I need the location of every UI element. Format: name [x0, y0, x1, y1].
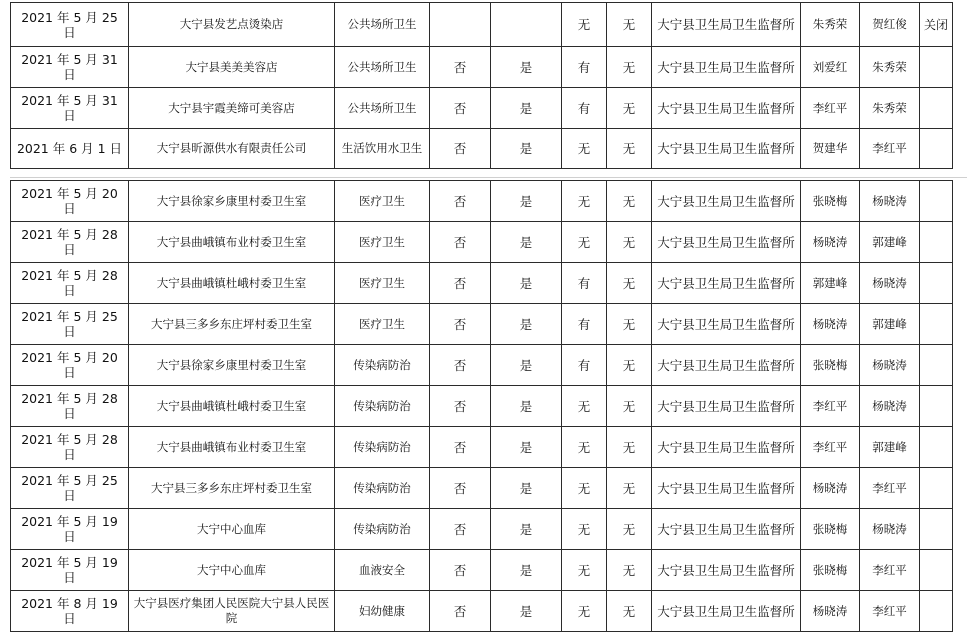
cell-category: 传染病防治 — [335, 345, 430, 386]
cell-authority: 大宁县卫生局卫生监督所 — [652, 3, 801, 47]
cell-authority: 大宁县卫生局卫生监督所 — [652, 345, 801, 386]
cell-category: 医疗卫生 — [335, 304, 430, 345]
cell-date: 2021 年 5 月 28 日 — [11, 263, 129, 304]
cell-inspector-2: 李红平 — [860, 468, 920, 509]
cell-category: 血液安全 — [335, 550, 430, 591]
cell-inspector-2: 李红平 — [860, 591, 920, 632]
cell-inspector-2: 杨晓涛 — [860, 345, 920, 386]
table-row — [11, 427, 953, 468]
cell-col4: 否 — [430, 129, 491, 169]
cell-col4: 否 — [430, 345, 491, 386]
cell-authority: 大宁县卫生局卫生监督所 — [652, 129, 801, 169]
cell-col6: 无 — [562, 509, 607, 550]
cell-authority: 大宁县卫生局卫生监督所 — [652, 88, 801, 129]
cell-col4: 否 — [430, 468, 491, 509]
cell-col7: 无 — [607, 88, 652, 129]
cell-col5: 是 — [491, 509, 562, 550]
table-row — [11, 181, 953, 222]
cell-col5: 是 — [491, 181, 562, 222]
table-row — [11, 304, 953, 345]
cell-unit-name: 大宁县曲峨镇布业村委卫生室 — [129, 427, 335, 468]
cell-inspector-2: 李红平 — [860, 550, 920, 591]
table-row — [11, 222, 953, 263]
table-row — [11, 263, 953, 304]
cell-authority: 大宁县卫生局卫生监督所 — [652, 386, 801, 427]
cell-note — [920, 222, 953, 263]
cell-authority: 大宁县卫生局卫生监督所 — [652, 47, 801, 88]
cell-inspector-2: 郭建峰 — [860, 427, 920, 468]
table-row — [11, 47, 953, 88]
cell-category: 医疗卫生 — [335, 263, 430, 304]
cell-col6: 无 — [562, 3, 607, 47]
cell-col4: 否 — [430, 509, 491, 550]
cell-col5: 是 — [491, 468, 562, 509]
cell-inspector-1: 张晓梅 — [801, 345, 860, 386]
cell-col4: 否 — [430, 88, 491, 129]
cell-category: 医疗卫生 — [335, 222, 430, 263]
cell-inspector-1: 朱秀荣 — [801, 3, 860, 47]
cell-category: 妇幼健康 — [335, 591, 430, 632]
cell-col5 — [491, 3, 562, 47]
cell-inspector-1: 李红平 — [801, 88, 860, 129]
cell-col6: 无 — [562, 129, 607, 169]
cell-authority: 大宁县卫生局卫生监督所 — [652, 263, 801, 304]
cell-col6: 有 — [562, 345, 607, 386]
table-row — [11, 591, 953, 632]
cell-inspector-1: 李红平 — [801, 427, 860, 468]
cell-authority: 大宁县卫生局卫生监督所 — [652, 181, 801, 222]
cell-col4: 否 — [430, 386, 491, 427]
cell-category: 传染病防治 — [335, 509, 430, 550]
cell-col5: 是 — [491, 427, 562, 468]
cell-inspector-2: 朱秀荣 — [860, 88, 920, 129]
cell-col5: 是 — [491, 129, 562, 169]
cell-inspector-1: 杨晓涛 — [801, 591, 860, 632]
cell-col6: 有 — [562, 47, 607, 88]
cell-col4: 否 — [430, 591, 491, 632]
cell-col4: 否 — [430, 427, 491, 468]
cell-inspector-2: 杨晓涛 — [860, 263, 920, 304]
cell-category: 公共场所卫生 — [335, 47, 430, 88]
cell-unit-name: 大宁县徐家乡康里村委卫生室 — [129, 345, 335, 386]
table-separator — [10, 177, 967, 178]
cell-date: 2021 年 5 月 31 日 — [11, 47, 129, 88]
cell-category: 公共场所卫生 — [335, 88, 430, 129]
cell-inspector-1: 杨晓涛 — [801, 222, 860, 263]
cell-note: 关闭 — [920, 3, 953, 47]
cell-col6: 有 — [562, 304, 607, 345]
cell-col7: 无 — [607, 304, 652, 345]
cell-col5: 是 — [491, 263, 562, 304]
cell-unit-name: 大宁县曲峨镇布业村委卫生室 — [129, 222, 335, 263]
cell-unit-name: 大宁县宇霞美缔可美容店 — [129, 88, 335, 129]
cell-inspector-1: 张晓梅 — [801, 550, 860, 591]
cell-date: 2021 年 5 月 25 日 — [11, 304, 129, 345]
cell-col7: 无 — [607, 129, 652, 169]
cell-unit-name: 大宁县三多乡东庄坪村委卫生室 — [129, 304, 335, 345]
cell-col7: 无 — [607, 386, 652, 427]
table-row — [11, 3, 953, 47]
cell-inspector-2: 贺红俊 — [860, 3, 920, 47]
cell-col5: 是 — [491, 222, 562, 263]
cell-col6: 无 — [562, 468, 607, 509]
inspection-table-bottom — [10, 180, 953, 632]
cell-inspector-2: 杨晓涛 — [860, 509, 920, 550]
cell-inspector-2: 杨晓涛 — [860, 181, 920, 222]
cell-date: 2021 年 5 月 28 日 — [11, 427, 129, 468]
cell-date: 2021 年 5 月 28 日 — [11, 222, 129, 263]
cell-col7: 无 — [607, 427, 652, 468]
cell-unit-name: 大宁县发艺点烫染店 — [129, 3, 335, 47]
cell-note — [920, 386, 953, 427]
cell-inspector-1: 张晓梅 — [801, 181, 860, 222]
table-row — [11, 386, 953, 427]
cell-inspector-1: 郭建峰 — [801, 263, 860, 304]
cell-inspector-2: 郭建峰 — [860, 222, 920, 263]
cell-col7: 无 — [607, 263, 652, 304]
cell-inspector-2: 郭建峰 — [860, 304, 920, 345]
cell-authority: 大宁县卫生局卫生监督所 — [652, 509, 801, 550]
inspection-table-top — [10, 2, 953, 169]
cell-unit-name: 大宁中心血库 — [129, 509, 335, 550]
cell-col6: 无 — [562, 550, 607, 591]
cell-note — [920, 427, 953, 468]
cell-note — [920, 509, 953, 550]
cell-note — [920, 591, 953, 632]
cell-col4: 否 — [430, 222, 491, 263]
cell-col5: 是 — [491, 591, 562, 632]
cell-unit-name: 大宁县三多乡东庄坪村委卫生室 — [129, 468, 335, 509]
cell-note — [920, 88, 953, 129]
cell-inspector-2: 杨晓涛 — [860, 386, 920, 427]
cell-note — [920, 47, 953, 88]
cell-col6: 有 — [562, 263, 607, 304]
cell-inspector-1: 李红平 — [801, 386, 860, 427]
cell-inspector-1: 贺建华 — [801, 129, 860, 169]
cell-date: 2021 年 5 月 25 日 — [11, 468, 129, 509]
cell-col7: 无 — [607, 468, 652, 509]
cell-inspector-1: 刘爱红 — [801, 47, 860, 88]
cell-col7: 无 — [607, 3, 652, 47]
table-row — [11, 468, 953, 509]
cell-note — [920, 129, 953, 169]
table-row — [11, 129, 953, 169]
cell-authority: 大宁县卫生局卫生监督所 — [652, 222, 801, 263]
cell-date: 2021 年 5 月 19 日 — [11, 509, 129, 550]
cell-col5: 是 — [491, 304, 562, 345]
cell-col5: 是 — [491, 345, 562, 386]
cell-inspector-1: 张晓梅 — [801, 509, 860, 550]
cell-col7: 无 — [607, 345, 652, 386]
cell-col4: 否 — [430, 550, 491, 591]
cell-col4: 否 — [430, 263, 491, 304]
cell-note — [920, 181, 953, 222]
cell-authority: 大宁县卫生局卫生监督所 — [652, 304, 801, 345]
cell-col6: 无 — [562, 181, 607, 222]
cell-authority: 大宁县卫生局卫生监督所 — [652, 550, 801, 591]
cell-category: 传染病防治 — [335, 468, 430, 509]
cell-category: 传染病防治 — [335, 386, 430, 427]
cell-col4: 否 — [430, 181, 491, 222]
cell-category: 传染病防治 — [335, 427, 430, 468]
cell-col6: 无 — [562, 591, 607, 632]
cell-col5: 是 — [491, 550, 562, 591]
cell-unit-name: 大宁县曲峨镇杜峨村委卫生室 — [129, 386, 335, 427]
cell-unit-name: 大宁县徐家乡康里村委卫生室 — [129, 181, 335, 222]
cell-authority: 大宁县卫生局卫生监督所 — [652, 468, 801, 509]
cell-inspector-1: 杨晓涛 — [801, 468, 860, 509]
cell-inspector-2: 李红平 — [860, 129, 920, 169]
cell-col4 — [430, 3, 491, 47]
cell-note — [920, 345, 953, 386]
cell-unit-name: 大宁县美美美容店 — [129, 47, 335, 88]
table-row — [11, 509, 953, 550]
cell-col7: 无 — [607, 47, 652, 88]
cell-inspector-2: 朱秀荣 — [860, 47, 920, 88]
cell-col6: 有 — [562, 88, 607, 129]
cell-note — [920, 263, 953, 304]
cell-note — [920, 304, 953, 345]
cell-col7: 无 — [607, 591, 652, 632]
cell-date: 2021 年 5 月 20 日 — [11, 181, 129, 222]
cell-date: 2021 年 5 月 25 日 — [11, 3, 129, 47]
cell-date: 2021 年 5 月 31 日 — [11, 88, 129, 129]
cell-unit-name: 大宁中心血库 — [129, 550, 335, 591]
cell-col4: 否 — [430, 304, 491, 345]
cell-unit-name: 大宁县曲峨镇杜峨村委卫生室 — [129, 263, 335, 304]
cell-date: 2021 年 6 月 1 日 — [11, 129, 129, 169]
cell-unit-name: 大宁县昕源供水有限责任公司 — [129, 129, 335, 169]
cell-date: 2021 年 5 月 19 日 — [11, 550, 129, 591]
cell-col6: 无 — [562, 427, 607, 468]
cell-col6: 无 — [562, 386, 607, 427]
cell-col6: 无 — [562, 222, 607, 263]
cell-col7: 无 — [607, 181, 652, 222]
cell-col5: 是 — [491, 47, 562, 88]
cell-note — [920, 550, 953, 591]
cell-unit-name: 大宁县医疗集团人民医院大宁县人民医院 — [129, 591, 335, 632]
cell-category: 医疗卫生 — [335, 181, 430, 222]
cell-authority: 大宁县卫生局卫生监督所 — [652, 591, 801, 632]
cell-col5: 是 — [491, 88, 562, 129]
cell-date: 2021 年 5 月 28 日 — [11, 386, 129, 427]
cell-note — [920, 468, 953, 509]
cell-authority: 大宁县卫生局卫生监督所 — [652, 427, 801, 468]
cell-col5: 是 — [491, 386, 562, 427]
cell-category: 公共场所卫生 — [335, 3, 430, 47]
table-row — [11, 88, 953, 129]
cell-col7: 无 — [607, 222, 652, 263]
table-row — [11, 345, 953, 386]
cell-category: 生活饮用水卫生 — [335, 129, 430, 169]
cell-col7: 无 — [607, 550, 652, 591]
cell-date: 2021 年 8 月 19 日 — [11, 591, 129, 632]
cell-date: 2021 年 5 月 20 日 — [11, 345, 129, 386]
cell-col4: 否 — [430, 47, 491, 88]
table-row — [11, 550, 953, 591]
cell-col7: 无 — [607, 509, 652, 550]
cell-inspector-1: 杨晓涛 — [801, 304, 860, 345]
